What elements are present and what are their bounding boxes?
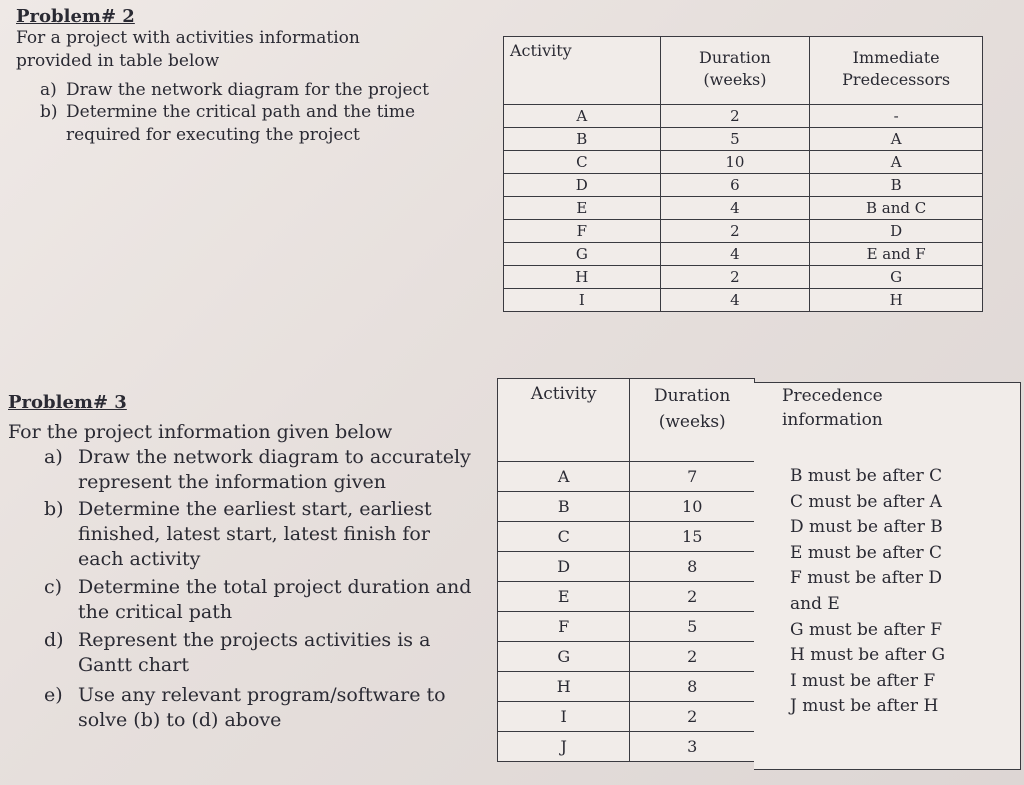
precedence-line: G must be after F <box>790 619 943 640</box>
precedence-list <box>790 464 945 720</box>
problem2-intro-line2: provided in table below <box>16 51 220 71</box>
cell-duration: 2 <box>660 266 810 289</box>
problem3-item-c <box>44 575 471 625</box>
problem3-item-e <box>44 683 446 733</box>
table-row <box>504 266 983 289</box>
cell-duration: 5 <box>660 128 810 151</box>
precedence-line: B must be after C <box>790 466 943 486</box>
precedence-header-line2: information <box>782 410 883 430</box>
header-pred-line2: Predecessors <box>842 70 951 89</box>
precedence-line: C must be after A <box>790 491 942 512</box>
item-text: Determine the critical path and the time <box>66 102 416 122</box>
cell-duration: 5 <box>630 612 755 642</box>
item-text: Use any relevant program/software to <box>78 684 446 706</box>
cell-duration: 2 <box>660 220 810 243</box>
cell-activity: C <box>498 522 630 552</box>
header-duration-line1: Duration <box>699 48 771 67</box>
problem3-item-a <box>44 445 471 495</box>
cell-duration: 4 <box>660 243 810 266</box>
item-text: Draw the network diagram for the project <box>66 80 429 100</box>
cell-activity: H <box>504 266 661 289</box>
header-activity: Activity <box>498 379 630 462</box>
cell-duration: 2 <box>660 105 810 128</box>
problem3-item-b <box>44 497 432 572</box>
header-duration-line2: (weeks) <box>658 412 726 432</box>
item-text: Represent the projects activities is a <box>78 629 431 651</box>
cell-activity: C <box>504 151 661 174</box>
cell-pred: E and F <box>810 243 983 266</box>
cell-activity: G <box>504 243 661 266</box>
header-predecessors <box>810 37 983 105</box>
item-text: Determine the total project duration and <box>78 576 472 598</box>
cell-duration: 4 <box>660 197 810 220</box>
item-text-line2: Gantt chart <box>78 654 189 676</box>
table-row <box>504 289 983 312</box>
item-text-line2: solve (b) to (d) above <box>78 709 282 731</box>
cell-activity: I <box>504 289 661 312</box>
header-activity: Activity <box>504 37 661 105</box>
precedence-line: I must be after F <box>790 670 936 691</box>
item-label: d) <box>44 629 64 651</box>
precedence-line: E must be after C <box>790 542 943 563</box>
table-row <box>504 128 983 151</box>
cell-activity: E <box>504 197 661 220</box>
cell-pred: B <box>810 174 983 197</box>
item-label: b) <box>40 102 58 122</box>
table-header-row <box>504 37 983 105</box>
cell-activity: F <box>504 220 661 243</box>
item-text-line2: the critical path <box>78 601 233 623</box>
item-label: c) <box>44 576 63 598</box>
problem2-item-b-line2: required for executing the project <box>66 125 360 145</box>
cell-duration: 2 <box>630 582 755 612</box>
cell-activity: D <box>504 174 661 197</box>
item-label: a) <box>44 446 63 468</box>
table-row <box>498 702 755 732</box>
cell-activity: B <box>498 492 630 522</box>
item-text-line3: each activity <box>78 548 201 570</box>
precedence-line: H must be after G <box>790 645 946 666</box>
cell-pred: G <box>810 266 983 289</box>
cell-activity: A <box>504 105 661 128</box>
item-text: Draw the network diagram to accurately <box>78 446 471 468</box>
cell-pred: D <box>810 220 983 243</box>
table-row <box>504 151 983 174</box>
cell-duration: 8 <box>630 552 755 582</box>
cell-duration: 10 <box>630 492 755 522</box>
precedence-line: and E <box>790 593 840 614</box>
problem3-item-d <box>44 628 430 678</box>
header-duration-line1: Duration <box>654 386 731 406</box>
precedence-header <box>782 384 883 432</box>
problem2-item-a <box>40 80 429 100</box>
problem2-table <box>503 36 983 312</box>
cell-duration: 2 <box>630 642 755 672</box>
item-text: Determine the earliest start, earliest <box>78 498 432 520</box>
cell-pred: - <box>810 105 983 128</box>
cell-activity: J <box>498 732 630 762</box>
table-row <box>504 220 983 243</box>
problem2-intro-line1: For a project with activities information <box>16 28 360 48</box>
cell-activity: E <box>498 582 630 612</box>
table-row <box>498 582 755 612</box>
table-row <box>504 243 983 266</box>
table-row <box>498 552 755 582</box>
header-duration <box>630 379 755 462</box>
problem3-title: Problem# 3 <box>8 392 127 413</box>
table-row <box>498 522 755 552</box>
header-duration-line2: (weeks) <box>703 70 767 89</box>
cell-activity: I <box>498 702 630 732</box>
cell-activity: H <box>498 672 630 702</box>
header-pred-line1: Immediate <box>852 48 940 67</box>
cell-duration: 3 <box>630 732 755 762</box>
table-row <box>498 462 755 492</box>
cell-duration: 6 <box>660 174 810 197</box>
cell-pred: A <box>810 128 983 151</box>
item-label: e) <box>44 684 63 706</box>
precedence-line: J must be after H <box>790 696 939 717</box>
cell-activity: F <box>498 612 630 642</box>
problem3-table <box>497 378 755 762</box>
table-row <box>498 642 755 672</box>
cell-pred: H <box>810 289 983 312</box>
precedence-line: D must be after B <box>790 517 943 538</box>
cell-activity: D <box>498 552 630 582</box>
cell-duration: 8 <box>630 672 755 702</box>
table-row <box>498 492 755 522</box>
problem2-title: Problem# 2 <box>16 6 135 27</box>
item-label: a) <box>40 80 57 100</box>
cell-duration: 10 <box>660 151 810 174</box>
cell-duration: 15 <box>630 522 755 552</box>
item-label: b) <box>44 498 64 520</box>
table-row <box>498 732 755 762</box>
cell-duration: 4 <box>660 289 810 312</box>
table-row <box>504 174 983 197</box>
cell-duration: 7 <box>630 462 755 492</box>
problem2-item-b <box>40 102 415 122</box>
table-row <box>498 612 755 642</box>
cell-activity: A <box>498 462 630 492</box>
cell-duration: 2 <box>630 702 755 732</box>
table-header-row <box>498 379 755 462</box>
header-duration <box>660 37 810 105</box>
cell-activity: G <box>498 642 630 672</box>
cell-activity: B <box>504 128 661 151</box>
precedence-header-line1: Precedence <box>782 386 883 406</box>
problem3-intro: For the project information given below <box>8 421 393 443</box>
table-row <box>498 672 755 702</box>
cell-pred: A <box>810 151 983 174</box>
table-row <box>504 105 983 128</box>
cell-pred: B and C <box>810 197 983 220</box>
item-text-line2: represent the information given <box>78 471 386 493</box>
precedence-line: F must be after D <box>790 568 943 589</box>
item-text-line2: finished, latest start, latest finish for <box>78 523 430 545</box>
table-row <box>504 197 983 220</box>
